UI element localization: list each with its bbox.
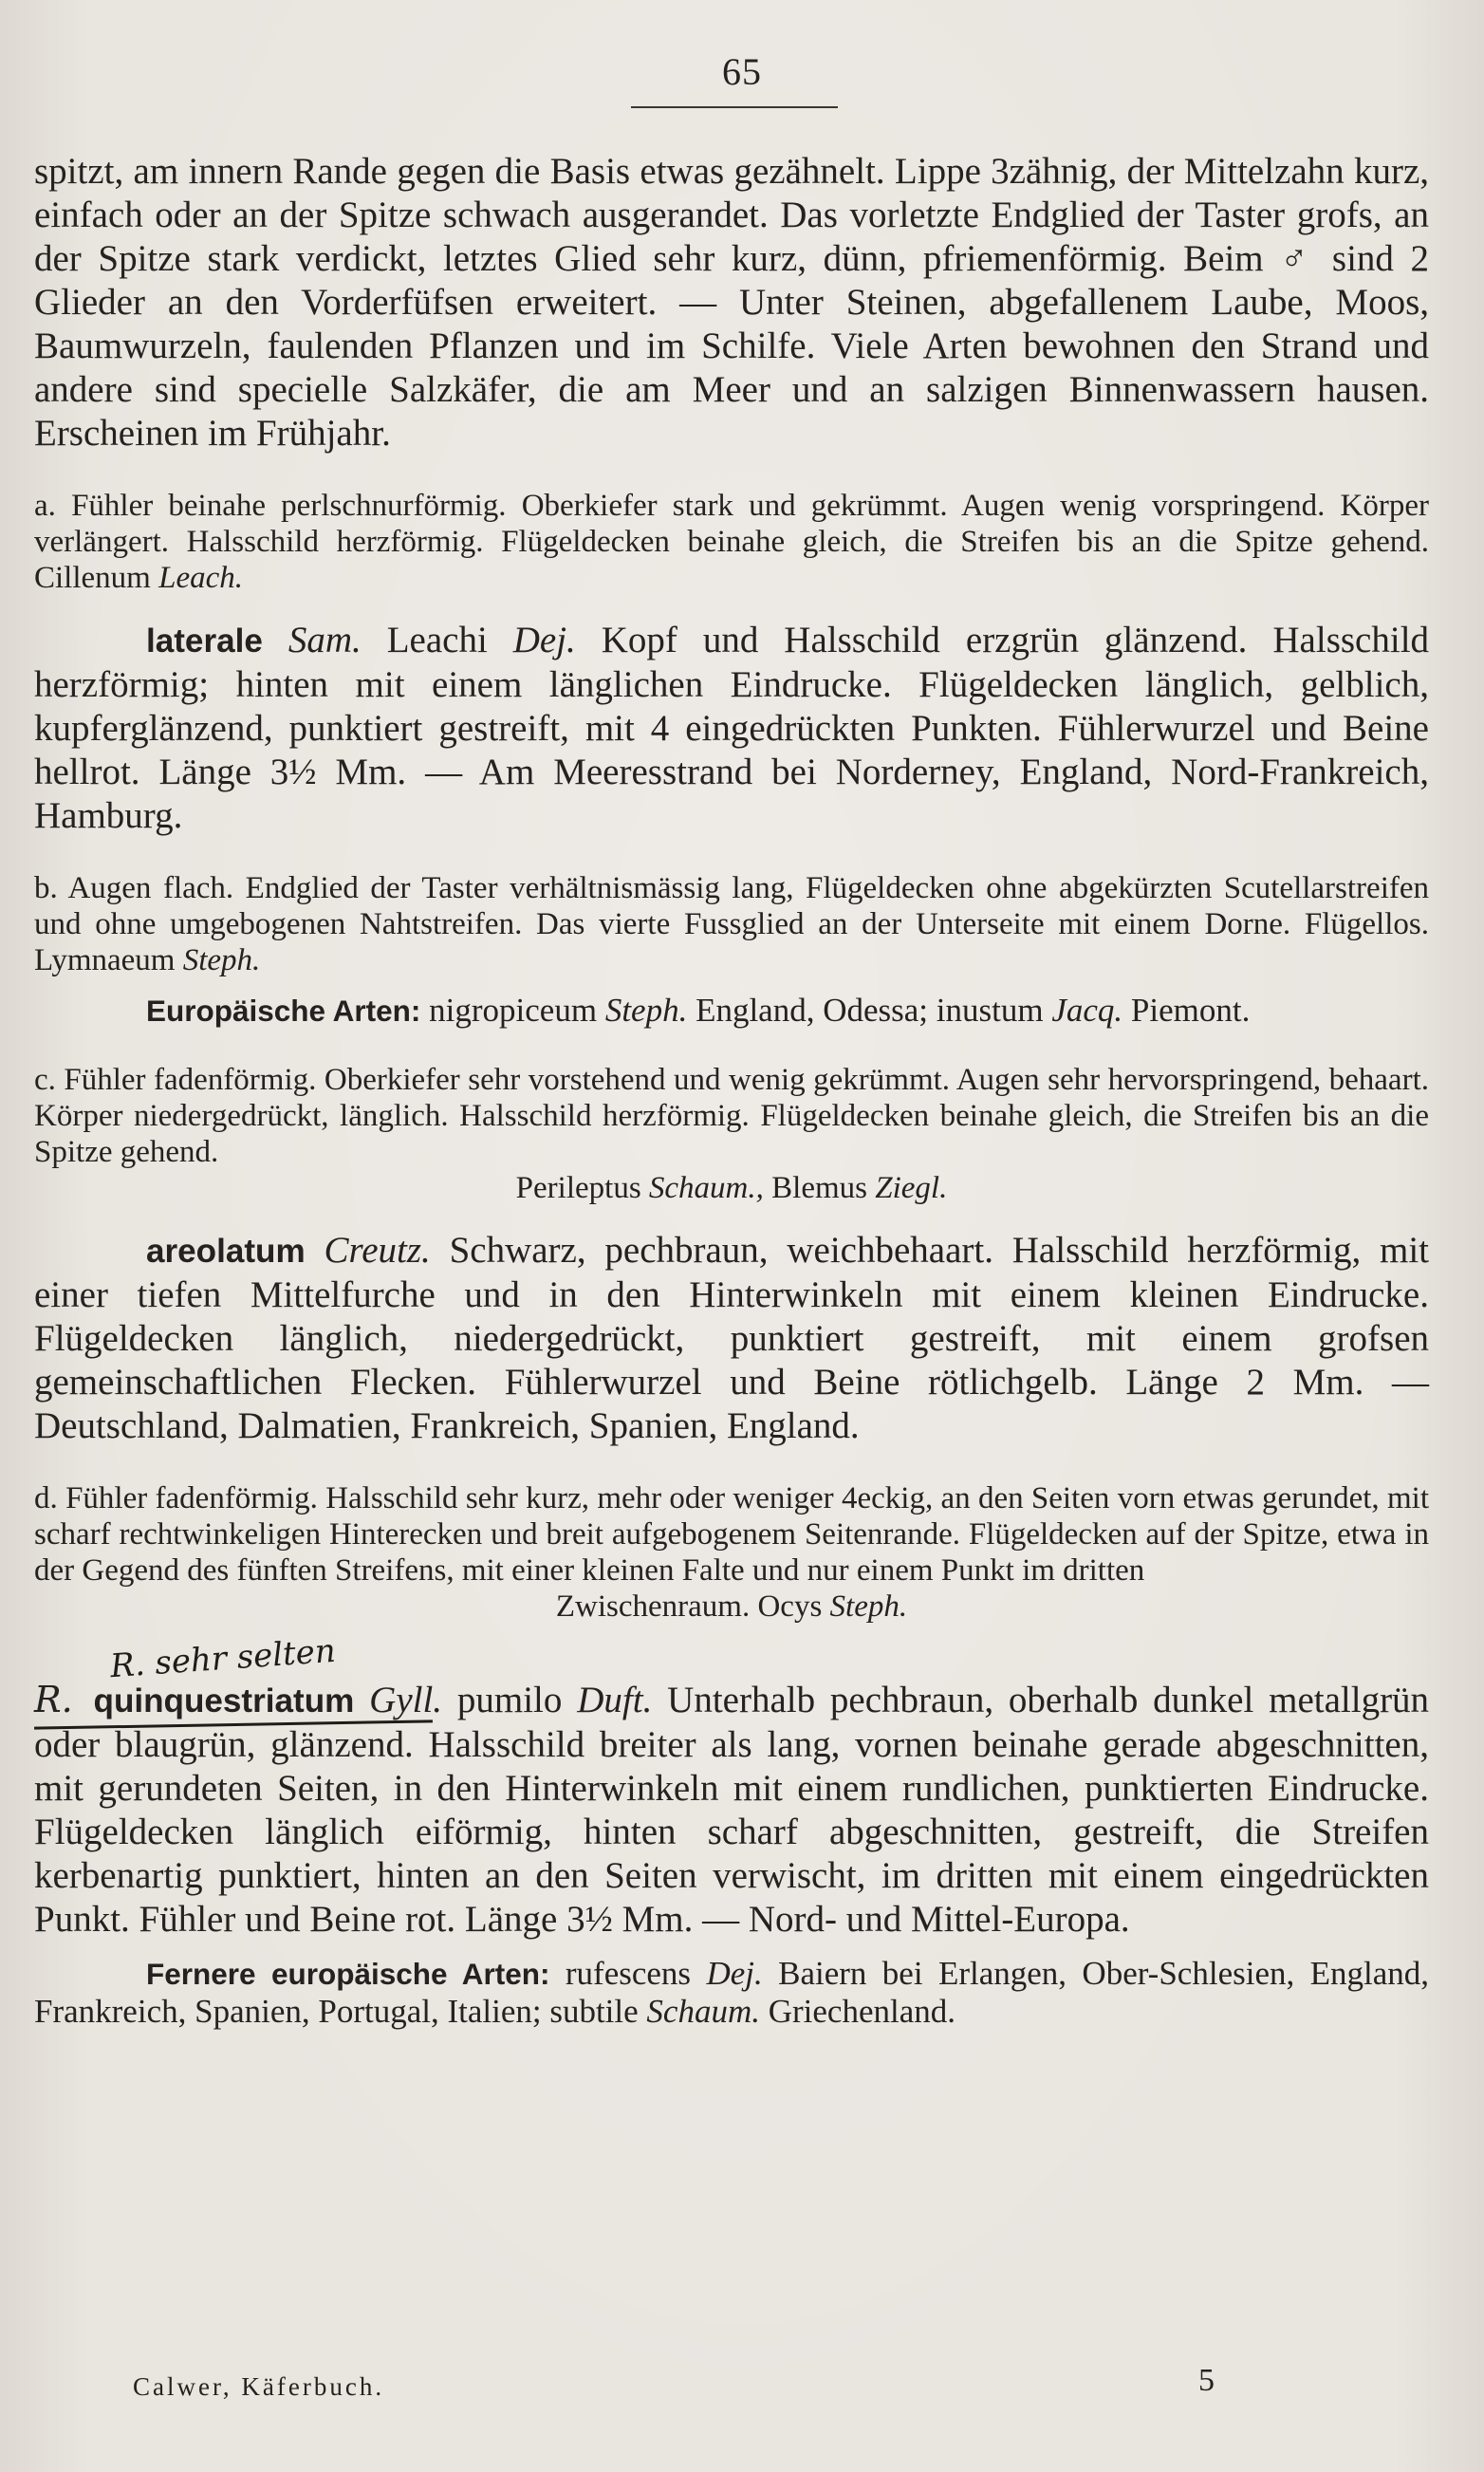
species-quinquestriatum (34, 1678, 1429, 1942)
footer-book-title: Calwer, Käferbuch. (133, 2372, 385, 2401)
header-rule (631, 106, 838, 108)
species-range: England, Odessa; inustum (696, 992, 1044, 1029)
species-range: Baiern bei Erlangen, Ober-Schlesien, England, Frankreich, Spanien, Portugal, Italien; subtile (34, 1955, 1430, 2030)
species-name: rufescens (565, 1955, 692, 1992)
species-author: Sam. (288, 620, 362, 660)
species-name: nigropiceum (429, 992, 598, 1029)
footer-signature-mark: 5 (1198, 2363, 1215, 2398)
further-european-species: Fernere europäische Arten: rufescens Dej. Baiern bei Erlangen, Ober-Schlesien, England, Frankreich, Spanien, Portugal, Italien; subtile Schaum. Griechenland. (34, 1955, 1430, 2030)
species-laterale (34, 619, 1429, 838)
page-footer (0, 2363, 1484, 2410)
european-species-label: Europäische Arten (146, 994, 411, 1028)
subgenus-b-key (34, 870, 1429, 978)
subgenus-a-author: Leach. (158, 561, 243, 595)
species-synonym: pumilo (456, 1680, 563, 1720)
genus-author: Steph. (829, 1589, 908, 1624)
subgenus-c-key (34, 1062, 1429, 1170)
subgenus-b-text: b. Augen flach. Endglied der Taster verhältnismässig lang, Flügeldecken ohne abgekürzten Scutellarstreifen und ohne umgebogenen Nahtstreifen. Das vierte Fussglied an der Unterseite mit einem Dorne. Flügellos. Lymnaeum (34, 871, 1429, 977)
species-areolatum (34, 1229, 1429, 1448)
genus-author: Ziegl. (875, 1171, 948, 1205)
species-author: Schaum. (646, 1993, 760, 2030)
species-name: laterale (146, 623, 263, 660)
subgenus-c-text: c. Fühler fadenförmig. Oberkiefer sehr vorstehend und wenig gekrümmt. Augen sehr hervorspringend, behaart. Körper niedergedrückt, länglich. Halsschild herzförmig. Flügeldecken beinahe gleich, die Streifen bis an die Spitze gehend. (34, 1063, 1429, 1169)
species-author: Dej. (706, 1955, 763, 1992)
subgenus-c-genera (34, 1170, 1429, 1206)
species-author: Gyll. (369, 1680, 443, 1720)
species-author: Jacq. (1051, 992, 1123, 1029)
species-author: Steph. (604, 992, 688, 1029)
genus-name: Perileptus (515, 1171, 641, 1205)
genus-author: Schaum., (648, 1171, 764, 1205)
subgenus-a-text: a. Fühler beinahe perlschnurförmig. Oberkiefer stark und gekrümmt. Augen wenig vorspringend. Körper verlängert. Halsschild herzförmig. Flügeldecken beinahe gleich, die Streifen bis an die Spitze gehend. Cillenum (34, 489, 1429, 595)
genus-description-paragraph: spitzt, am innern Rande gegen die Basis etwas gezähnelt. Lippe 3zähnig, der Mittelzahn kurz, einfach oder an der Spitze schwach ausgerandet. Das vorletzte Endglied der Taster grofs, an der Spitze stark verdickt, letztes Glied sehr kurz, dünn, pfriemenförmig. Beim ♂ sind 2 Glieder an den Vorderfüfsen erweitert. — Unter Steinen, abgefallenem Laube, Moos, Baumwurzeln, faulenden Pflanzen und im Schilfe. Viele Arten bewohnen den Strand und andere sind specielle Salzkäfer, die am Meer und an salzigen Binnenwassern hausen. Erscheinen im Frühjahr. (34, 151, 1429, 454)
species-author: Creutz. (324, 1230, 431, 1271)
further-species-label: Fernere europäische Arten (146, 1957, 540, 1991)
page-number: 65 (722, 50, 762, 93)
synonym-author: Dej. (512, 620, 576, 660)
species-range: Piemont. (1130, 992, 1251, 1029)
species-range: Griechenland. (768, 1993, 956, 2030)
handwritten-annotation: R. sehr selten (108, 1631, 337, 1686)
handwritten-margin-mark: R. (34, 1679, 73, 1720)
text-column (34, 150, 1429, 2031)
species-description: Schwarz, pechbraun, weichbehaart. Halsschild herzförmig, mit einer tiefen Mittelfurche und in den Hinterwinkeln mit einem kleinen Eindrucke. Flügeldecken länglich, niedergedrückt, punktiert gestreift, mit einem grofsen gemeinschaftlichen Flecken. Fühlerwurzel und Beine rötlichgelb. Länge 2 Mm. — Deutschland, Dalmatien, Frankreich, Spanien, England. (34, 1230, 1430, 1446)
subgenus-d-text: d. Fühler fadenförmig. Halsschild sehr kurz, mehr oder weniger 4eckig, an den Seiten vorn etwas gerundet, mit scharf rechtwinkeligen Hinterecken und breit aufgebogenem Seitenrande. Flügeldecken auf der Spitze, etwa in der Gegend des fünften Streifens, mit einer kleinen Falte und nur einem Punkt im dritten (34, 1481, 1429, 1588)
species-name: areolatum (146, 1233, 306, 1270)
synonym-author: Duft. (577, 1680, 653, 1720)
species-quinquestriatum-block (34, 1631, 1430, 1942)
species-name: quinquestriatum (93, 1682, 355, 1719)
subgenus-d-last-line: Zwischenraum. Ocys (555, 1589, 823, 1624)
subgenus-d-genus (34, 1589, 1429, 1625)
species-synonym: Leachi (386, 620, 488, 660)
subgenus-a-key (34, 488, 1429, 596)
subgenus-b-author: Steph. (182, 943, 261, 977)
european-species-lymnaeum: Europäische Arten: nigropiceum Steph. England, Odessa; inustum Jacq. Piemont. (146, 992, 1251, 1029)
species-description: Kopf und Halsschild erzgrün glänzend. Halsschild herzförmig; hinten mit einem länglichen Eindrucke. Flügeldecken länglich, gelblich, kupferglänzend, punktiert gestreift, mit 4 eingedrückten Punkten. Fühlerwurzel und Beine hellrot. Länge 3½ Mm. — Am Meeresstrand bei Norderney, England, Nord-Frankreich, Hamburg. (34, 620, 1430, 836)
genus-name: Blemus (771, 1171, 867, 1205)
subgenus-d-key (34, 1480, 1429, 1589)
species-description: Unterhalb pechbraun, oberhalb dunkel metallgrün oder blaugrün, glänzend. Halsschild breiter als lang, vornen beinahe gerade abgeschnitten, mit gerundeten Seiten, in den Hinterwinkeln mit einem rundlichen, punktierten Eindrucke. Flügeldecken länglich eiförmig, hinten scharf abgeschnitten, gestreift, die Streifen kerbenartig punktiert, hinten an den Seiten verwischt, im dritten mit einem eingedrückten Punkt. Fühler und Beine rot. Länge 3½ Mm. — Nord- und Mittel-Europa. (34, 1680, 1430, 1940)
